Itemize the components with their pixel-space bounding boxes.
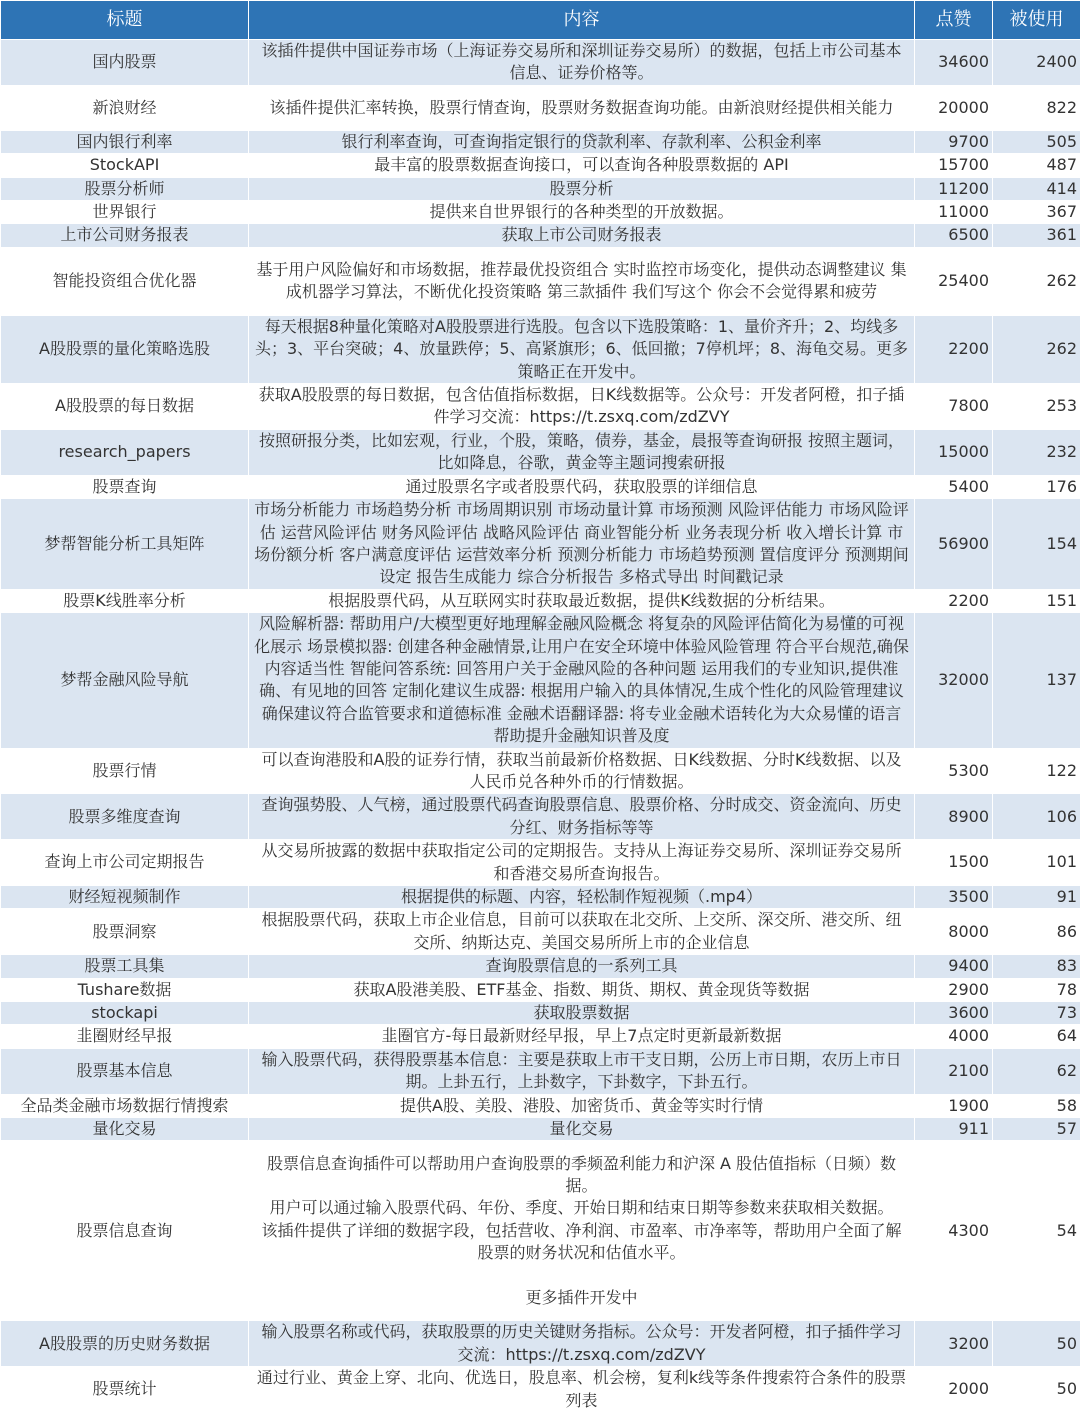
table-row xyxy=(1,1118,1080,1141)
cell-content: 市场分析能力 市场趋势分析 市场周期识别 市场动量计算 市场预测 风险评估能力 市场风险评估 运营风险评估 财务风险评估 战略风险评估 商业智能分析 业务表现分析 收入增长计算 市场份额分析 客户满意度评估 运营效率分析 预测分析能力 市场趋势预测 置信度评分 预测期间设定 报告生成能力 综合分析报告 多格式导出 时间戳记录 xyxy=(249,499,915,590)
cell-content: 通过行业、黄金上穿、北向、优选日，股息率、机会榜，复利k线等条件搜索符合条件的股票列表 xyxy=(249,1367,915,1413)
cell-likes: 56900 xyxy=(915,499,993,590)
table-row xyxy=(1,40,1080,86)
cell-content: 基于用户风险偏好和市场数据，推荐最优投资组合 实时监控市场变化，提供动态调整建议 集成机器学习算法，不断优化投资策略 第三款插件 我们写这个 你会不会觉得累和疲劳 xyxy=(249,247,915,315)
content-paragraph xyxy=(254,1265,909,1287)
cell-title: 股票工具集 xyxy=(1,955,249,978)
cell-title: 股票信息查询 xyxy=(1,1141,249,1321)
table-row xyxy=(1,748,1080,794)
cell-title: 国内股票 xyxy=(1,40,249,86)
cell-content: 获取股票数据 xyxy=(249,1002,915,1025)
cell-content: 股票分析 xyxy=(249,177,915,200)
cell-likes: 1500 xyxy=(915,840,993,886)
cell-title: 上市公司财务报表 xyxy=(1,224,249,247)
cell-content: 根据股票代码，从互联网实时获取最近数据，提供K线数据的分析结果。 xyxy=(249,589,915,612)
cell-title: 股票统计 xyxy=(1,1367,249,1413)
cell-likes: 25400 xyxy=(915,247,993,315)
table-row xyxy=(1,1321,1080,1367)
cell-title: A股股票的量化策略选股 xyxy=(1,315,249,383)
cell-likes: 15700 xyxy=(915,154,993,177)
cell-likes: 2100 xyxy=(915,1048,993,1094)
table-row xyxy=(1,955,1080,978)
cell-likes: 3500 xyxy=(915,886,993,909)
cell-uses: 253 xyxy=(993,384,1080,430)
header-content: 内容 xyxy=(249,1,915,40)
cell-uses: 2400 xyxy=(993,40,1080,86)
cell-content: 获取上市公司财务报表 xyxy=(249,224,915,247)
cell-title: 查询上市公司定期报告 xyxy=(1,840,249,886)
cell-content: 每天根据8种量化策略对A股股票进行选股。包含以下选股策略：1、量价齐升；2、均线多头；3、平台突破；4、放量跌停；5、高紧旗形；6、低回撤；7停机坪；8、海龟交易。更多策略正在开发中。 xyxy=(249,315,915,383)
cell-content: 韭圈官方-每日最新财经早报，早上7点定时更新最新数据 xyxy=(249,1025,915,1048)
cell-title: 股票K线胜率分析 xyxy=(1,589,249,612)
table-row xyxy=(1,840,1080,886)
cell-uses: 101 xyxy=(993,840,1080,886)
table-row xyxy=(1,589,1080,612)
cell-content: 提供来自世界银行的各种类型的开放数据。 xyxy=(249,201,915,224)
table-row xyxy=(1,201,1080,224)
cell-title: 韭圈财经早报 xyxy=(1,1025,249,1048)
table-row xyxy=(1,224,1080,247)
cell-uses: 262 xyxy=(993,315,1080,383)
cell-uses: 50 xyxy=(993,1321,1080,1367)
cell-content xyxy=(249,1141,915,1321)
header-uses: 被使用 xyxy=(993,1,1080,40)
cell-content: 通过股票名字或者股票代码，获取股票的详细信息 xyxy=(249,475,915,498)
table-row xyxy=(1,177,1080,200)
cell-content: 从交易所披露的数据中获取指定公司的定期报告。支持从上海证券交易所、深圳证券交易所和香港交易所查询报告。 xyxy=(249,840,915,886)
cell-likes: 4000 xyxy=(915,1025,993,1048)
cell-likes: 7800 xyxy=(915,384,993,430)
cell-likes: 5400 xyxy=(915,475,993,498)
table-row xyxy=(1,794,1080,840)
cell-uses: 232 xyxy=(993,429,1080,475)
table-row xyxy=(1,499,1080,590)
cell-uses: 86 xyxy=(993,909,1080,955)
cell-likes: 11000 xyxy=(915,201,993,224)
cell-content: 风险解析器: 帮助用户/大模型更好地理解金融风险概念 将复杂的风险评估简化为易懂的可视化展示 场景模拟器: 创建各种金融情景,让用户在安全环境中体验风险管理 符合平台规范,确保内容适当性 智能问答系统: 回答用户关于金融风险的各种问题 运用我们的专业知识,提供准确、有见地的回答 定制化建议生成器: 根据用户输入的具体情况,生成个性化的风险管理建议 确保建议符合监管要求和道德标准 金融术语翻译器: 将专业金融术语转化为大众易懂的语言 帮助提升金融知识普及度 xyxy=(249,613,915,748)
cell-uses: 106 xyxy=(993,794,1080,840)
cell-title: 股票洞察 xyxy=(1,909,249,955)
cell-content: 查询强势股、人气榜，通过股票代码查询股票信息、股票价格、分时成交、资金流向、历史分红、财务指标等等 xyxy=(249,794,915,840)
cell-title: 量化交易 xyxy=(1,1118,249,1141)
table-row xyxy=(1,909,1080,955)
cell-uses: 58 xyxy=(993,1094,1080,1117)
cell-uses: 505 xyxy=(993,130,1080,153)
table-row xyxy=(1,85,1080,130)
header-title: 标题 xyxy=(1,1,249,40)
cell-title: 智能投资组合优化器 xyxy=(1,247,249,315)
cell-uses: 154 xyxy=(993,499,1080,590)
cell-likes: 34600 xyxy=(915,40,993,86)
cell-title: 梦帮金融风险导航 xyxy=(1,613,249,748)
cell-likes: 2000 xyxy=(915,1367,993,1413)
cell-likes: 32000 xyxy=(915,613,993,748)
cell-likes: 911 xyxy=(915,1118,993,1141)
cell-uses: 822 xyxy=(993,85,1080,130)
content-paragraph: 更多插件开发中 xyxy=(254,1287,909,1309)
cell-content: 查询股票信息的一系列工具 xyxy=(249,955,915,978)
cell-uses: 50 xyxy=(993,1367,1080,1413)
cell-uses: 57 xyxy=(993,1118,1080,1141)
table-row xyxy=(1,130,1080,153)
content-paragraph: 该插件提供了详细的数据字段，包括营收、净利润、市盈率、市净率等，帮助用户全面了解股票的财务状况和估值水平。 xyxy=(254,1220,909,1265)
cell-uses: 62 xyxy=(993,1048,1080,1094)
cell-content: 根据提供的标题、内容，轻松制作短视频（.mp4） xyxy=(249,886,915,909)
cell-uses: 137 xyxy=(993,613,1080,748)
cell-uses: 176 xyxy=(993,475,1080,498)
table-row xyxy=(1,1002,1080,1025)
cell-likes: 15000 xyxy=(915,429,993,475)
cell-uses: 361 xyxy=(993,224,1080,247)
cell-content: 输入股票名称或代码，获取股票的历史关键财务指标。公众号：开发者阿橙，扣子插件学习交流：https://t.zsxq.com/zdZVY xyxy=(249,1321,915,1367)
cell-title: StockAPI xyxy=(1,154,249,177)
cell-uses: 83 xyxy=(993,955,1080,978)
cell-uses: 122 xyxy=(993,748,1080,794)
table-row xyxy=(1,384,1080,430)
cell-title: 财经短视频制作 xyxy=(1,886,249,909)
cell-content: 最丰富的股票数据查询接口，可以查询各种股票数据的 API xyxy=(249,154,915,177)
cell-title: 股票基本信息 xyxy=(1,1048,249,1094)
cell-likes: 3200 xyxy=(915,1321,993,1367)
cell-likes: 4300 xyxy=(915,1141,993,1321)
cell-content: 获取A股股票的每日数据，包含估值指标数据，日K线数据等。公众号：开发者阿橙，扣子插件学习交流：https://t.zsxq.com/zdZVY xyxy=(249,384,915,430)
cell-content: 获取A股港美股、ETF基金、指数、期货、期权、黄金现货等数据 xyxy=(249,978,915,1001)
cell-content: 可以查询港股和A股的证券行情，获取当前最新价格数据、日K线数据、分时K线数据、以及人民币兑各种外币的行情数据。 xyxy=(249,748,915,794)
header-row xyxy=(1,1,1080,40)
cell-uses: 78 xyxy=(993,978,1080,1001)
table-row xyxy=(1,1141,1080,1321)
cell-content: 该插件提供汇率转换，股票行情查询，股票财务数据查询功能。由新浪财经提供相关能力 xyxy=(249,85,915,130)
cell-uses: 151 xyxy=(993,589,1080,612)
cell-likes: 9700 xyxy=(915,130,993,153)
cell-likes: 8000 xyxy=(915,909,993,955)
content-paragraph: 股票信息查询插件可以帮助用户查询股票的季频盈利能力和沪深 A 股估值指标（日频）数据。 xyxy=(254,1153,909,1198)
cell-content: 量化交易 xyxy=(249,1118,915,1141)
table-row xyxy=(1,1025,1080,1048)
cell-title: 梦帮智能分析工具矩阵 xyxy=(1,499,249,590)
cell-uses: 262 xyxy=(993,247,1080,315)
cell-likes: 9400 xyxy=(915,955,993,978)
table-row xyxy=(1,247,1080,315)
cell-title: 世界银行 xyxy=(1,201,249,224)
cell-likes: 20000 xyxy=(915,85,993,130)
table-row xyxy=(1,613,1080,748)
cell-likes: 8900 xyxy=(915,794,993,840)
cell-uses: 487 xyxy=(993,154,1080,177)
cell-title: A股股票的每日数据 xyxy=(1,384,249,430)
table-row xyxy=(1,886,1080,909)
cell-title: 股票行情 xyxy=(1,748,249,794)
table-row xyxy=(1,315,1080,383)
cell-content: 输入股票代码，获得股票基本信息：主要是获取上市干支日期，公历上市日期，农历上市日期。上卦五行，上卦数字，下卦数字，下卦五行。 xyxy=(249,1048,915,1094)
cell-uses: 54 xyxy=(993,1141,1080,1321)
cell-likes: 2200 xyxy=(915,589,993,612)
cell-title: 新浪财经 xyxy=(1,85,249,130)
cell-likes: 2200 xyxy=(915,315,993,383)
cell-title: A股股票的历史财务数据 xyxy=(1,1321,249,1367)
cell-uses: 73 xyxy=(993,1002,1080,1025)
cell-likes: 1900 xyxy=(915,1094,993,1117)
cell-uses: 414 xyxy=(993,177,1080,200)
cell-content: 按照研报分类，比如宏观，行业，个股，策略，债券，基金，晨报等查询研报 按照主题词，比如降息，谷歌，黄金等主题词搜索研报 xyxy=(249,429,915,475)
cell-title: Tushare数据 xyxy=(1,978,249,1001)
table-row xyxy=(1,154,1080,177)
cell-content: 提供A股、美股、港股、加密货币、黄金等实时行情 xyxy=(249,1094,915,1117)
cell-likes: 3600 xyxy=(915,1002,993,1025)
cell-uses: 367 xyxy=(993,201,1080,224)
cell-content: 根据股票代码，获取上市企业信息，目前可以获取在北交所、上交所、深交所、港交所、纽交所、纳斯达克、美国交易所所上市的企业信息 xyxy=(249,909,915,955)
content-paragraph: 用户可以通过输入股票代码、年份、季度、开始日期和结束日期等参数来获取相关数据。 xyxy=(254,1197,909,1219)
cell-likes: 2900 xyxy=(915,978,993,1001)
cell-title: research_papers xyxy=(1,429,249,475)
table-row xyxy=(1,1367,1080,1413)
table-row xyxy=(1,1048,1080,1094)
table-row xyxy=(1,1094,1080,1117)
header-likes: 点赞 xyxy=(915,1,993,40)
cell-title: 国内银行利率 xyxy=(1,130,249,153)
cell-content: 银行利率查询，可查询指定银行的贷款利率、存款利率、公积金利率 xyxy=(249,130,915,153)
cell-likes: 5300 xyxy=(915,748,993,794)
cell-title: 股票分析师 xyxy=(1,177,249,200)
table-row xyxy=(1,429,1080,475)
cell-uses: 91 xyxy=(993,886,1080,909)
cell-content: 该插件提供中国证券市场（上海证券交易所和深圳证券交易所）的数据，包括上市公司基本信息、证券价格等。 xyxy=(249,40,915,86)
cell-title: 股票多维度查询 xyxy=(1,794,249,840)
cell-likes: 11200 xyxy=(915,177,993,200)
cell-title: 全品类金融市场数据行情搜索 xyxy=(1,1094,249,1117)
cell-title: stockapi xyxy=(1,1002,249,1025)
table-row xyxy=(1,978,1080,1001)
cell-likes: 6500 xyxy=(915,224,993,247)
table-row xyxy=(1,475,1080,498)
cell-uses: 64 xyxy=(993,1025,1080,1048)
cell-title: 股票查询 xyxy=(1,475,249,498)
